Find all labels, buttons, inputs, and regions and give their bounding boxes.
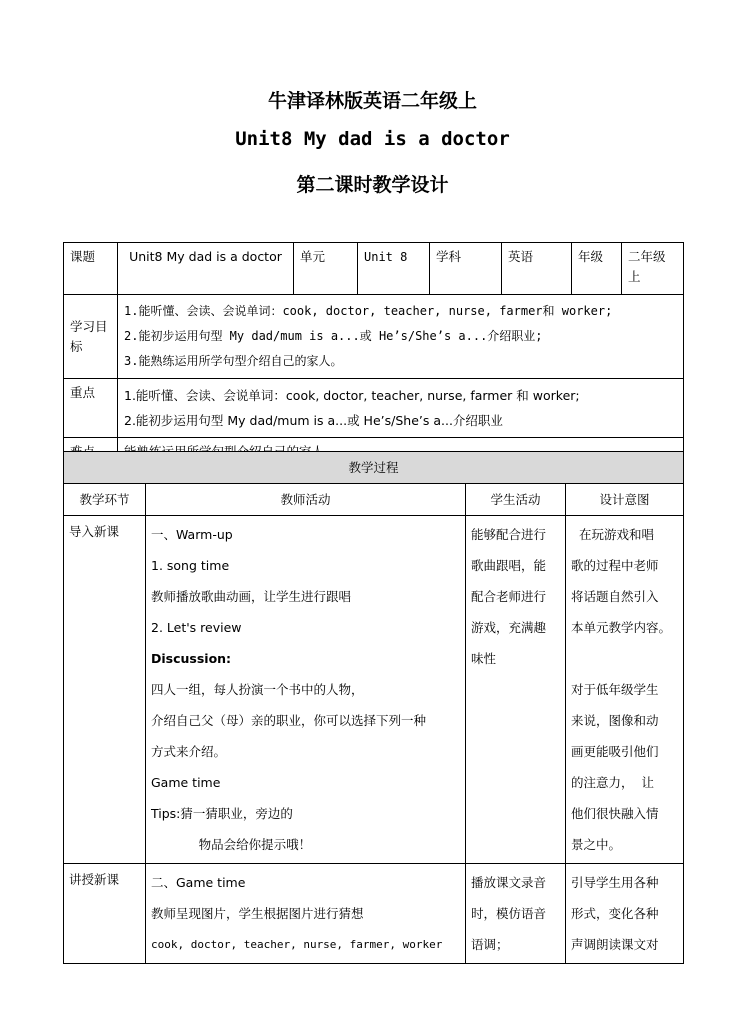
stage-cell <box>64 516 146 864</box>
intent-line <box>571 643 678 674</box>
design-intent-cell <box>566 864 684 964</box>
subject-value: 英语 <box>502 243 572 295</box>
intent-line: 声调朗读课文对 <box>571 937 659 952</box>
goals-label: 学习目标 <box>64 295 118 379</box>
table-row <box>64 516 684 864</box>
col-header-student: 学生活动 <box>466 484 566 516</box>
teacher-line: 教师呈现图片，学生根据图片进行猜想 <box>151 906 364 921</box>
teacher-line: Tips:猜一猜职业，旁边的 <box>151 806 293 821</box>
unit-label: 单元 <box>294 243 358 295</box>
teacher-line: 四人一组，每人扮演一个书中的人物， <box>151 682 364 697</box>
stage-cell <box>64 864 146 964</box>
course-value: Unit8 My dad is a doctor <box>118 243 294 295</box>
teacher-line: Discussion: <box>151 651 232 666</box>
student-line: 能够配合进行 <box>471 527 547 542</box>
student-line: 语调； <box>471 937 509 952</box>
intent-line: 形式，变化各种 <box>571 906 659 921</box>
teacher-line: 介绍自己父（母）亲的职业，你可以选择下列一种 <box>151 713 427 728</box>
key-point-item: 2.能初步运用句型 My dad/mum is a...或 He’s/She’s a...介绍职业 <box>124 413 503 428</box>
process-heading: 教学过程 <box>64 452 684 484</box>
goal-item: 1.能听懂、会读、会说单词：cook, doctor, teacher, nurse, farmer和 worker; <box>124 304 613 318</box>
teacher-line: 2. Let's review <box>151 620 242 635</box>
student-activity-cell <box>466 864 566 964</box>
lesson-info-table <box>63 242 684 467</box>
table-row <box>64 864 684 964</box>
student-line: 歌曲跟唱，能 <box>471 558 547 573</box>
teacher-activity-cell <box>146 516 466 864</box>
key-point-item: 1.能听懂、会读、会说单词：cook, doctor, teacher, nurse, farmer 和 worker; <box>124 388 580 403</box>
student-line: 时，模仿语音 <box>471 906 547 921</box>
intent-line: 画更能吸引他们 <box>571 744 659 759</box>
stage-name: 导入新课 <box>69 524 120 539</box>
intent-line: 引导学生用各种 <box>571 875 659 890</box>
intent-line: 歌的过程中老师 <box>571 558 659 573</box>
teacher-line: 教师播放歌曲动画，让学生进行跟唱 <box>151 589 352 604</box>
teacher-line: 方式来介绍。 <box>151 744 227 759</box>
student-line: 游戏，充满趣 <box>471 620 547 635</box>
teacher-line: 物品会给你提示哦！ <box>151 837 312 852</box>
grade-value: 二年级上 <box>622 243 684 295</box>
subject-label: 学科 <box>430 243 502 295</box>
col-header-stage: 教学环节 <box>64 484 146 516</box>
teacher-line: cook, doctor, teacher, nurse, farmer, worker <box>151 938 443 951</box>
goal-item: 3.能熟练运用所学句型介绍自己的家人。 <box>124 354 343 368</box>
key-points <box>118 379 684 438</box>
design-intent-cell <box>566 516 684 864</box>
teacher-line: 二、Game time <box>151 875 246 890</box>
stage-name: 讲授新课 <box>69 872 120 887</box>
teacher-line: 一、Warm-up <box>151 527 233 542</box>
intent-line: 对于低年级学生 <box>571 682 659 697</box>
intent-line: 他们很快融入情 <box>571 806 659 821</box>
intent-line: 在玩游戏和唱 <box>579 527 655 542</box>
goal-item: 2.能初步运用句型 My dad/mum is a...或 He’s/She’s a...介绍职业; <box>124 329 543 343</box>
intent-line: 将话题自然引入 <box>571 589 659 604</box>
teaching-process-table <box>63 451 684 964</box>
student-activity-cell <box>466 516 566 864</box>
course-label: 课题 <box>64 243 118 295</box>
teacher-activity-cell <box>146 864 466 964</box>
col-header-teacher: 教师活动 <box>146 484 466 516</box>
intent-line: 的注意力， 让 <box>571 775 654 790</box>
doc-title: 牛津译林版英语二年级上 <box>267 90 477 112</box>
teacher-line: 1. song time <box>151 558 230 573</box>
intent-line: 来说，图像和动 <box>571 713 659 728</box>
doc-subtitle-lesson: 第二课时教学设计 <box>296 174 449 196</box>
intent-line: 本单元教学内容。 <box>571 620 672 635</box>
key-label: 重点 <box>64 379 118 438</box>
doc-subtitle-unit: Unit8 My dad is a doctor <box>235 128 510 150</box>
grade-label: 年级 <box>572 243 622 295</box>
student-line: 味性 <box>471 651 497 666</box>
intent-line: 景之中。 <box>571 837 622 852</box>
student-line: 播放课文录音 <box>471 875 547 890</box>
teacher-line: Game time <box>151 775 221 790</box>
goals-list <box>118 295 684 379</box>
unit-value: Unit 8 <box>358 243 430 295</box>
col-header-intent: 设计意图 <box>566 484 684 516</box>
student-line: 配合老师进行 <box>471 589 547 604</box>
